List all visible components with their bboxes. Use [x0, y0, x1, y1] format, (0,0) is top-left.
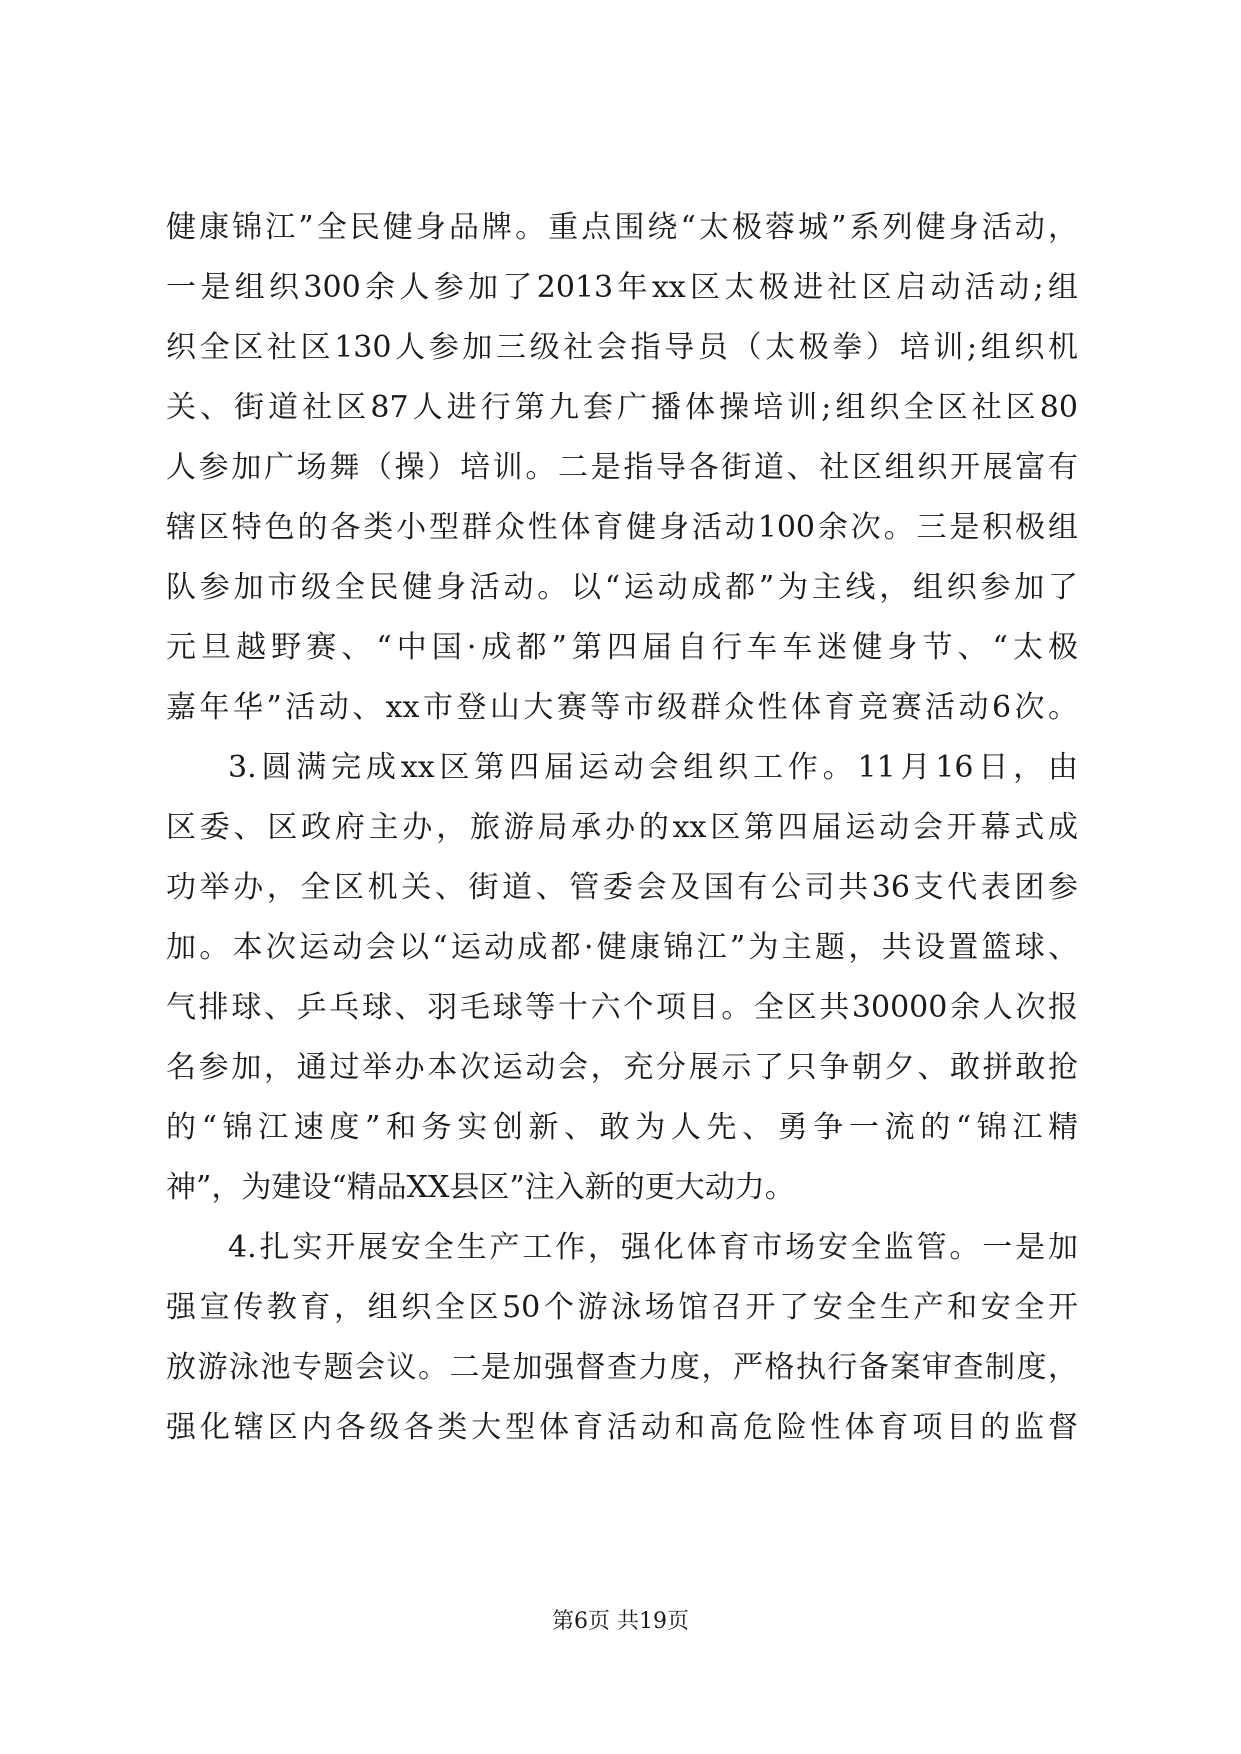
- text-line: 队参加市级全民健身活动。以“运动成都”为主线，组织参加了: [166, 570, 1078, 605]
- text-line: 名参加，通过举办本次运动会，充分展示了只争朝夕、敢拼敢抢: [166, 1050, 1078, 1085]
- text-line: 功举办，全区机关、街道、管委会及国有公司共36支代表团参: [166, 870, 1078, 905]
- paragraph-4-first-line: 4.扎实开展安全生产工作，强化体育市场安全监管。一是加: [228, 1230, 1078, 1265]
- text-line: 的“锦江速度”和务实创新、敢为人先、勇争一流的“锦江精: [166, 1110, 1078, 1145]
- page-number-footer: 第6页 共19页: [552, 1609, 689, 1634]
- text-line: 元旦越野赛、“中国·成都”第四届自行车车迷健身节、“太极: [166, 630, 1078, 665]
- text-line: 强化辖区内各级各类大型体育活动和高危险性体育项目的监督: [166, 1410, 1078, 1445]
- text-line: 一是组织300余人参加了2013年xx区太极进社区启动活动;组: [166, 270, 1078, 305]
- text-line: 加。本次运动会以“运动成都·健康锦江”为主题，共设置篮球、: [166, 930, 1078, 965]
- paragraph-3-first-line: 3.圆满完成xx区第四届运动会组织工作。11月16日，由: [228, 750, 1078, 785]
- text-line: 嘉年华”活动、xx市登山大赛等市级群众性体育竞赛活动6次。: [166, 690, 1078, 725]
- body-text: [166, 198, 1078, 1458]
- text-line: 织全区社区130人参加三级社会指导员（太极拳）培训;组织机: [166, 330, 1078, 365]
- paragraph-3-last-line: 神”，为建设“精品XX县区”注入新的更大动力。: [166, 1170, 795, 1205]
- text-line: 辖区特色的各类小型群众性体育健身活动100余次。三是积极组: [166, 510, 1078, 545]
- text-line: 强宣传教育，组织全区50个游泳场馆召开了安全生产和安全开: [166, 1290, 1078, 1325]
- text-line: 人参加广场舞（操）培训。二是指导各街道、社区组织开展富有: [166, 450, 1078, 485]
- text-line: 区委、区政府主办，旅游局承办的xx区第四届运动会开幕式成: [166, 810, 1078, 845]
- text-line: 健康锦江”全民健身品牌。重点围绕“太极蓉城”系列健身活动，: [166, 210, 1078, 245]
- text-line: 放游泳池专题会议。二是加强督查力度，严格执行备案审查制度，: [166, 1350, 1078, 1385]
- text-line: 关、街道社区87人进行第九套广播体操培训;组织全区社区80: [166, 390, 1078, 425]
- text-line: 气排球、乒乓球、羽毛球等十六个项目。全区共30000余人次报: [166, 990, 1078, 1025]
